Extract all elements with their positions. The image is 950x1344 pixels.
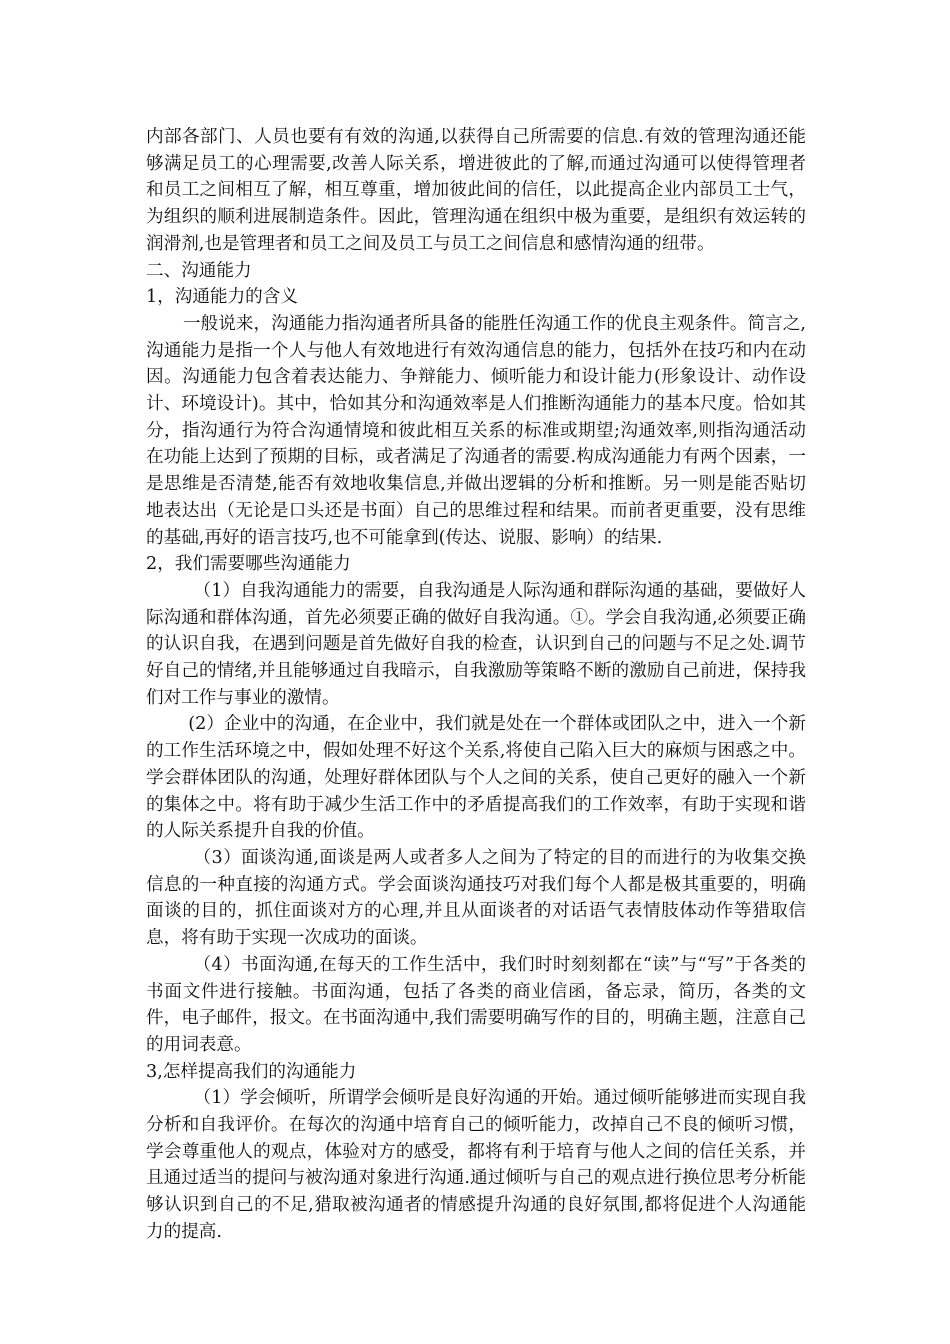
paragraph-interview-communication: （3）面谈沟通,面谈是两人或者多人之间为了特定的目的而进行的为收集交换信息的一种直接的沟通方式。学会面谈沟通技巧对我们每个人都是极其重要的，明确面谈的目的，抓住面谈对方的心理,并且从面谈者的对话语气表情肢体动作等猎取信息，将有助于实现一次成功的面谈。: [146, 847, 806, 949]
subheading-needed-abilities: 2，我们需要哪些沟通能力: [146, 554, 351, 575]
paragraph-self-communication: （1）自我沟通能力的需要，自我沟通是人际沟通和群际沟通的基础，要做好人际沟通和群体沟通，首先必须要正确的做好自我沟通。①。学会自我沟通,必须要正确的认识自我，在遇到问题是首先做好自我的检查，认识到自己的问题与不足之处.调节好自己的情绪,并且能够通过自我暗示，自我激励等策略不断的激励自己前进，保持我们对工作与事业的激情。: [146, 580, 806, 708]
paragraph-listening: （1）学会倾听，所谓学会倾听是良好沟通的开始。通过倾听能够进而实现自我分析和自我评价。在每次的沟通中培育自己的倾听能力，改掉自己不良的倾听习惯，学会尊重他人的观点，体验对方的感受，都将有利于培育与他人之间的信任关系，并且通过适当的提问与被沟通对象进行沟通.通过倾听与自己的观点进行换位思考分析能够认识到自己的不足,猎取被沟通者的情感提升沟通的良好氛围,都将促进个人沟通能力的提高.: [146, 1088, 806, 1242]
subheading-meaning: 1，沟通能力的含义: [146, 287, 298, 308]
section-heading-communication-ability: 二、沟通能力: [146, 260, 252, 281]
paragraph-intro: 内部各部门、人员也要有有效的沟通,以获得自己所需要的信息.有效的管理沟通还能够满足员工的心理需要,改善人际关系，增进彼此的了解,而通过沟通可以使得管理者和员工之间相互了解，相互尊重，增加彼此间的信任，以此提高企业内部员工士气，为组织的顺利进展制造条件。因此，管理沟通在组织中极为重要，是组织有效运转的润滑剂,也是管理者和员工之间及员工与员工之间信息和感情沟通的纽带。: [146, 127, 806, 254]
paragraph-written-communication: （4）书面沟通,在每天的工作生活中，我们时时刻刻都在“读”与“写”于各类的书面文件进行接触。书面沟通，包括了各类的商业信函，备忘录，简历，各类的文件，电子邮件，报文。在书面沟通中,我们需要明确写作的目的，明确主题，注意自己的用词表意。: [146, 954, 806, 1055]
document-page: [146, 124, 806, 1246]
subheading-improve-abilities: 3,怎样提高我们的沟通能力: [146, 1061, 357, 1082]
paragraph-enterprise-communication: (2）企业中的沟通，在企业中，我们就是处在一个群体或团队之中，进入一个新的工作生活环境之中，假如处理不好这个关系,将使自己陷入巨大的麻烦与困惑之中。学会群体团队的沟通，处理好群体团队与个人之间的关系，使自己更好的融入一个新的集体之中。将有助于减少生活工作中的矛盾提高我们的工作效率，有助于实现和谐的人际关系提升自我的价值。: [146, 714, 806, 842]
paragraph-meaning: 一般说来，沟通能力指沟通者所具备的能胜任沟通工作的优良主观条件。简言之,沟通能力是指一个人与他人有效地进行有效沟通信息的能力，包括外在技巧和内在动因。沟通能力包含着表达能力、争辩能力、倾听能力和设计能力(形象设计、动作设计、环境设计)。其中，恰如其分和沟通效率是人们推断沟通能力的基本尺度。恰如其分，指沟通行为符合沟通情境和彼此相互关系的标准或期望;沟通效率,则指沟通活动在功能上达到了预期的目标，或者满足了沟通者的需要.构成沟通能力有两个因素，一是思维是否清楚,能否有效地收集信息,并做出逻辑的分析和推断。另一则是能否贴切地表达出（无论是口头还是书面）自己的思维过程和结果。而前者更重要，没有思维的基础,再好的语言技巧,也不可能拿到(传达、说服、影响）的结果.: [146, 313, 806, 548]
